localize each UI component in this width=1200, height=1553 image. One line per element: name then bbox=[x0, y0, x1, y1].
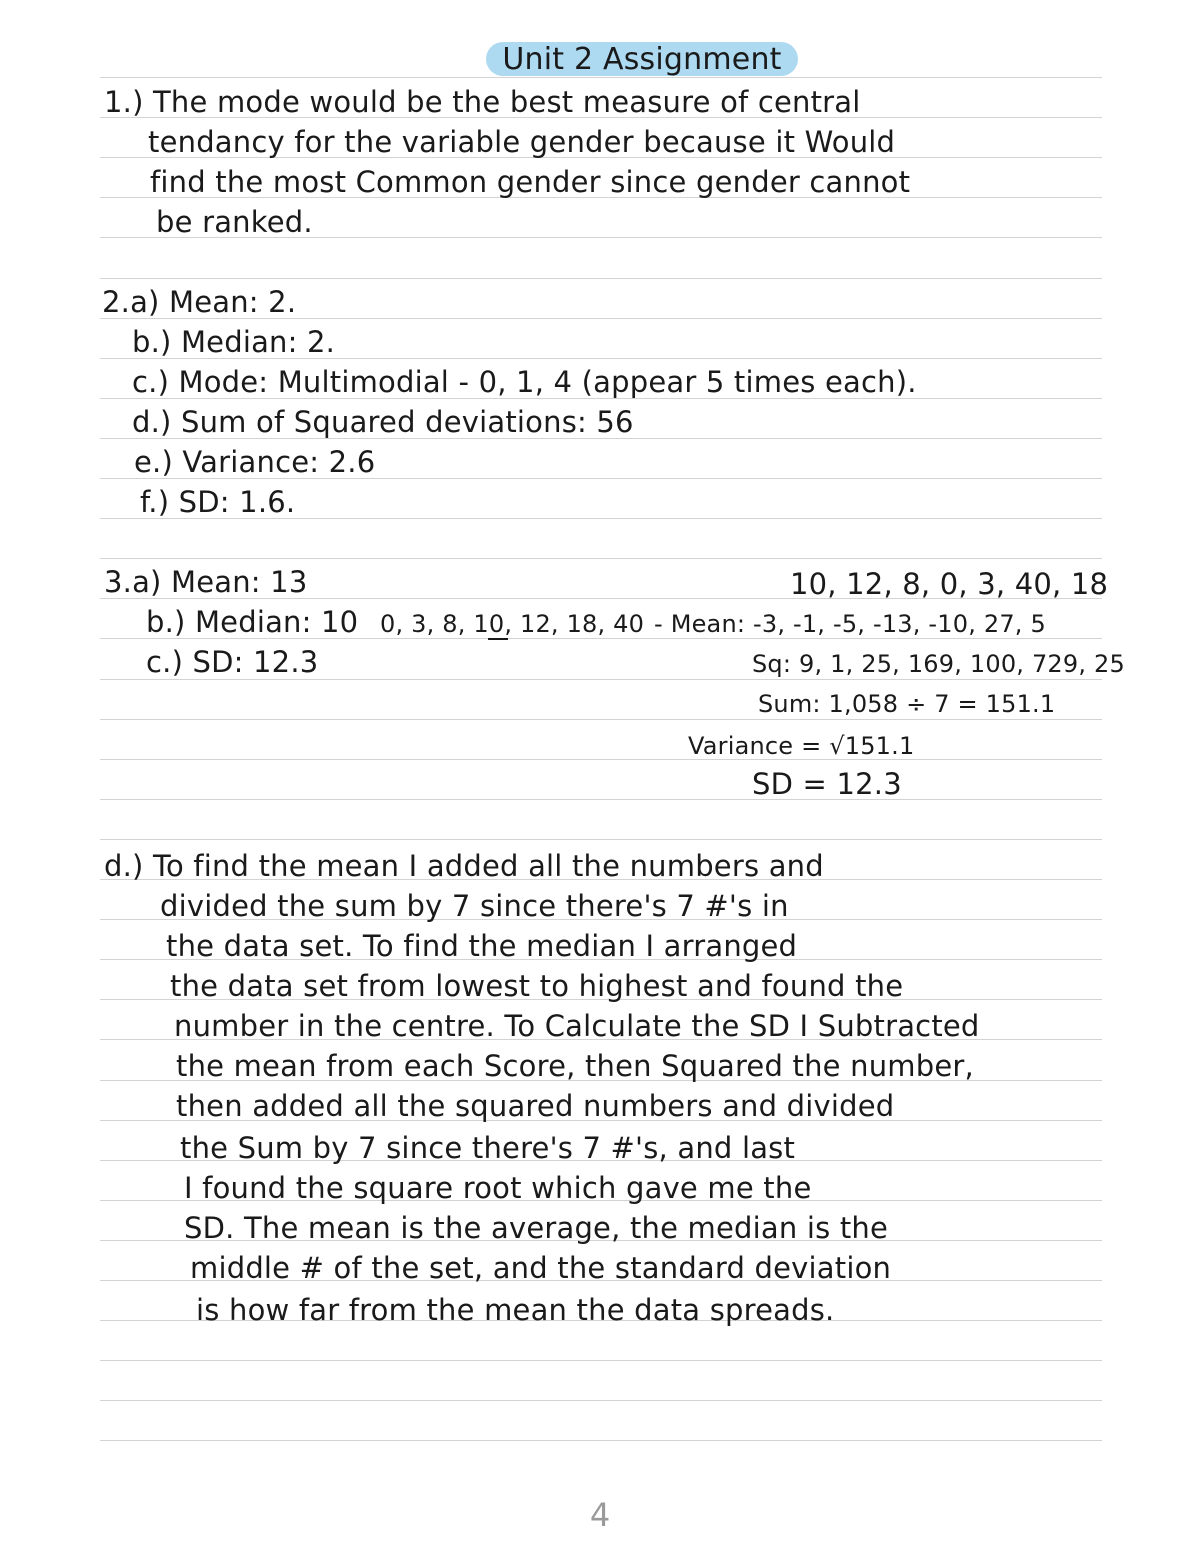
q3d-line: number in the centre. To Calculate the SD I Subtracted bbox=[174, 1009, 980, 1043]
page-title: Unit 2 Assignment bbox=[502, 42, 782, 77]
q2-line: c.) Mode: Multimodial - 0, 1, 4 (appear 5 times each). bbox=[132, 365, 917, 399]
ruled-line bbox=[100, 278, 1102, 279]
q3d-line: the data set from lowest to highest and found the bbox=[170, 969, 904, 1003]
q3d-line: d.) To find the mean I added all the numbers and bbox=[104, 849, 824, 883]
ruled-line bbox=[100, 799, 1102, 800]
q1-line: tendancy for the variable gender because it Would bbox=[148, 125, 896, 159]
q3d-line: is how far from the mean the data spreads. bbox=[196, 1293, 835, 1327]
q3-work-line: 10, 12, 8, 0, 3, 40, 18 bbox=[790, 567, 1109, 601]
q3d-line: the mean from each Score, then Squared the number, bbox=[176, 1049, 974, 1083]
q1-line: be ranked. bbox=[156, 205, 313, 239]
q3-answer: b.) Median: 10 bbox=[146, 605, 359, 639]
ruled-line bbox=[100, 1440, 1102, 1441]
q3-work-line: Variance = √151.1 bbox=[688, 732, 915, 760]
q3d-line: I found the square root which gave me the bbox=[184, 1171, 812, 1205]
q3d-line: the data set. To find the median I arranged bbox=[166, 929, 798, 963]
q2-line: 2.a) Mean: 2. bbox=[102, 285, 297, 319]
q2-line: f.) SD: 1.6. bbox=[140, 485, 296, 519]
q3-sorted-data: 0, 3, 8, 10, 12, 18, 40 bbox=[380, 610, 645, 638]
q3d-line: the Sum by 7 since there's 7 #'s, and last bbox=[180, 1131, 796, 1165]
q3-work-line: - Mean: -3, -1, -5, -13, -10, 27, 5 bbox=[654, 610, 1046, 638]
ruled-line bbox=[100, 839, 1102, 840]
q3d-line: divided the sum by 7 since there's 7 #'s in bbox=[160, 889, 789, 923]
q3d-line: SD. The mean is the average, the median is the bbox=[184, 1211, 889, 1245]
q3-work-line: SD = 12.3 bbox=[752, 767, 902, 801]
q2-line: b.) Median: 2. bbox=[132, 325, 336, 359]
q3-work-line: Sum: 1,058 ÷ 7 = 151.1 bbox=[758, 690, 1056, 718]
q2-line: e.) Variance: 2.6 bbox=[134, 445, 376, 479]
q1-line: 1.) The mode would be the best measure of central bbox=[104, 85, 861, 119]
q3-answer: 3.a) Mean: 13 bbox=[104, 565, 308, 599]
median-underline bbox=[488, 638, 508, 640]
q3d-line: middle # of the set, and the standard deviation bbox=[190, 1251, 892, 1285]
q2-line: d.) Sum of Squared deviations: 56 bbox=[132, 405, 634, 439]
q3d-line: then added all the squared numbers and divided bbox=[176, 1089, 895, 1123]
ruled-line bbox=[100, 1400, 1102, 1401]
ruled-line bbox=[100, 1360, 1102, 1361]
ruled-line bbox=[100, 759, 1102, 760]
q3-answer: c.) SD: 12.3 bbox=[146, 645, 319, 679]
page-number: 4 bbox=[589, 1496, 611, 1534]
ruled-line bbox=[100, 558, 1102, 559]
q1-line: find the most Common gender since gender cannot bbox=[150, 165, 911, 199]
q3-work-line: Sq: 9, 1, 25, 169, 100, 729, 25 bbox=[752, 650, 1125, 678]
